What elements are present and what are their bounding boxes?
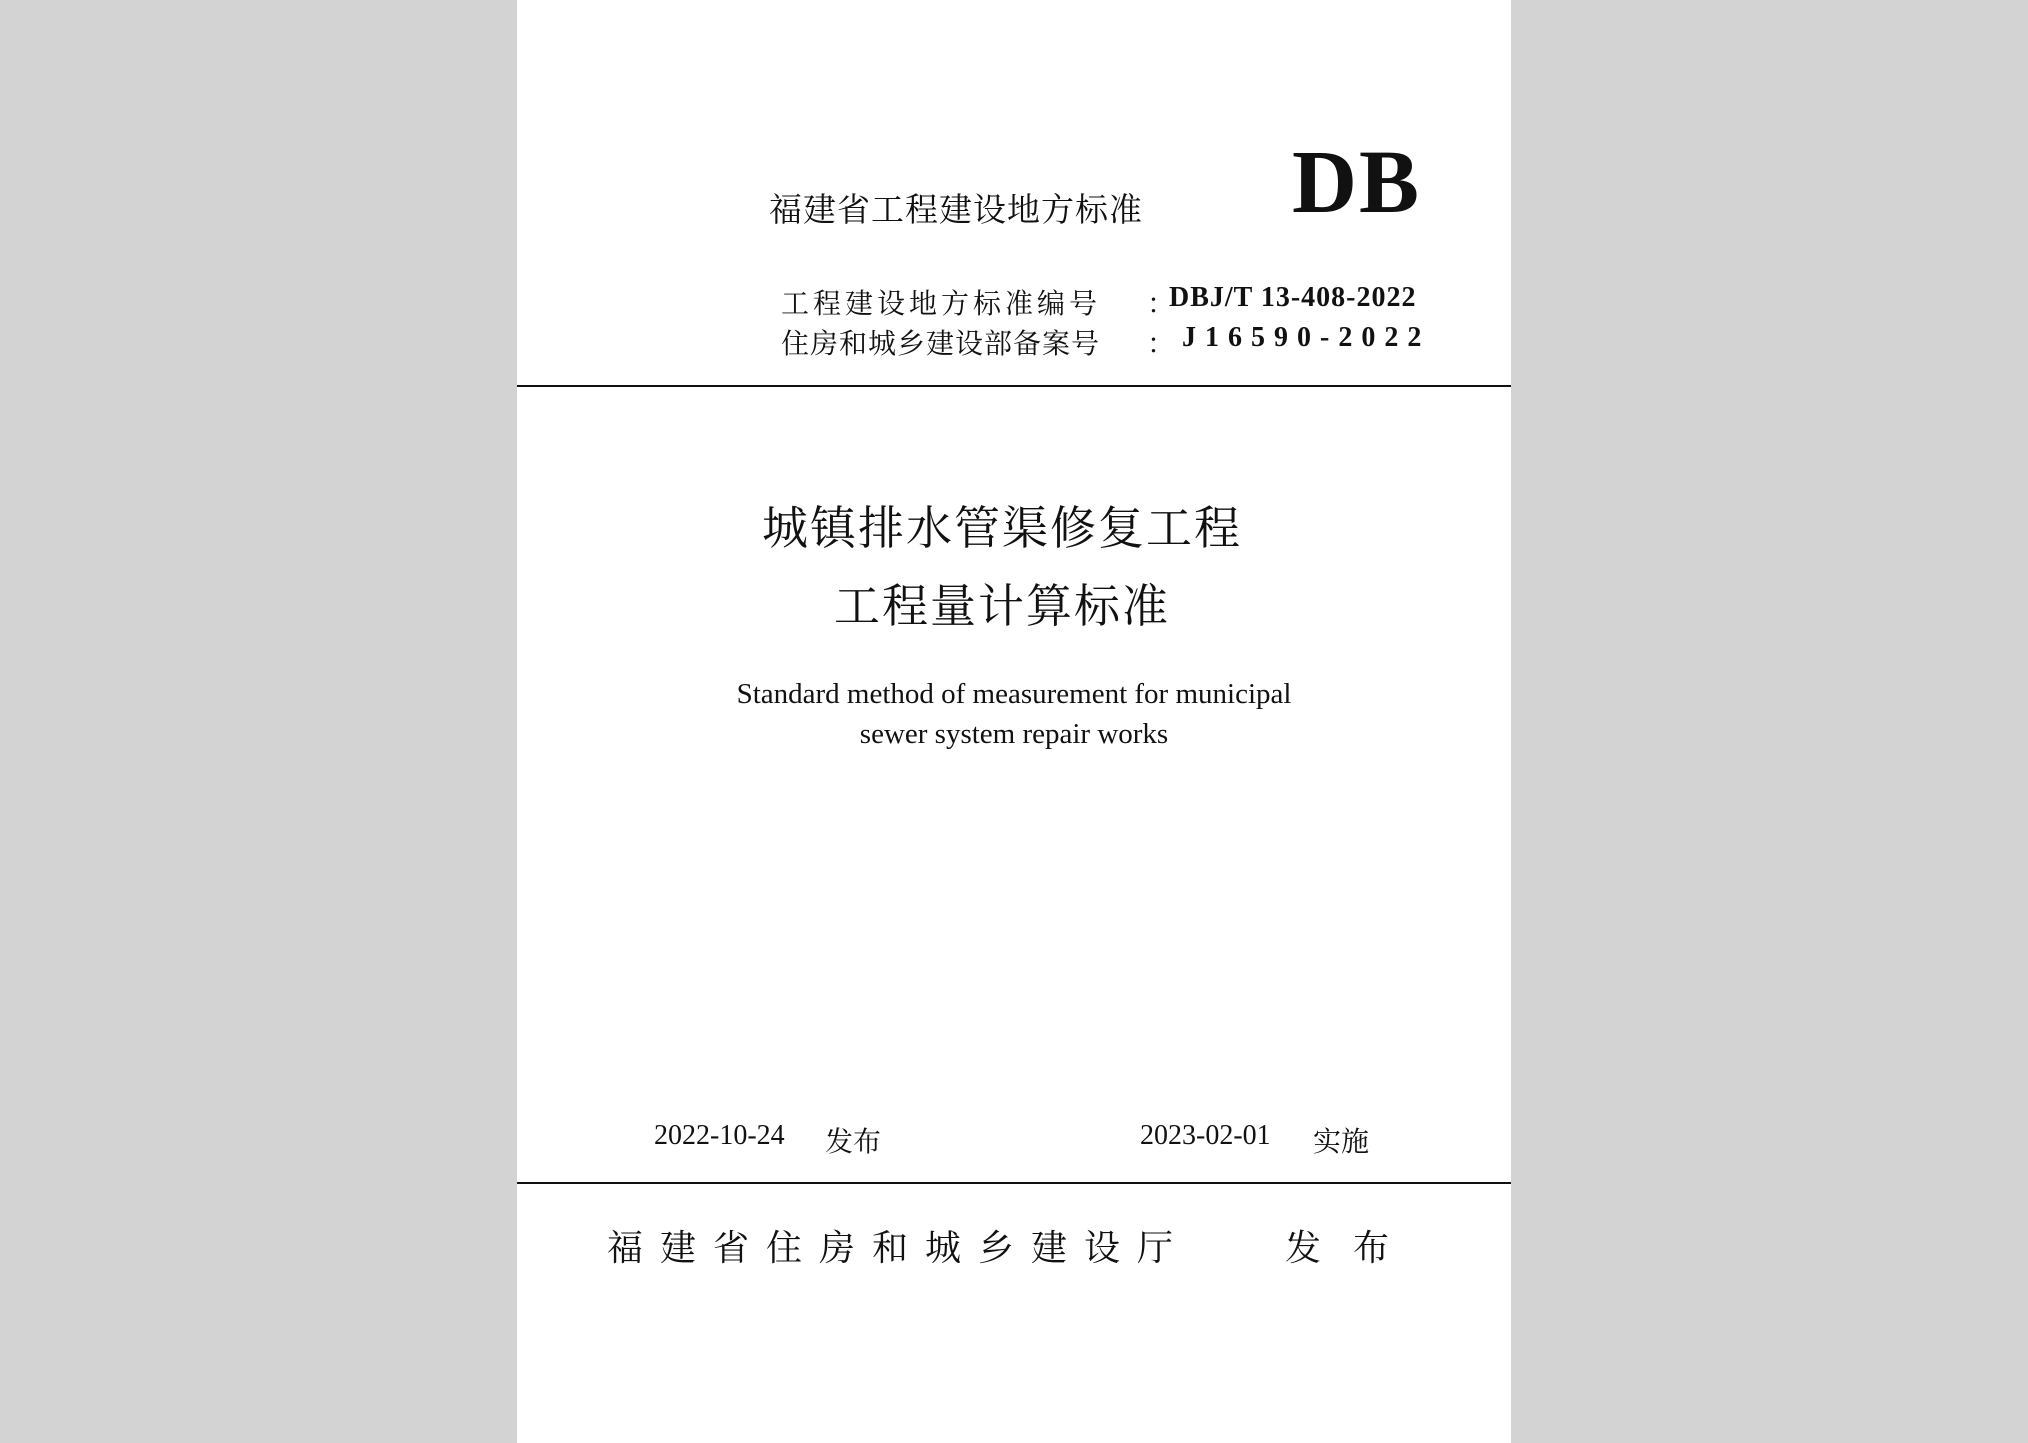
record-number-value: J16590-2022 <box>1182 322 1431 353</box>
effective-label: 实施 <box>1313 1125 1370 1158</box>
document-page <box>517 0 1511 1443</box>
issue-date: 2022-10-24 <box>654 1120 785 1151</box>
title-en-line2: sewer system repair works <box>859 718 1169 750</box>
record-number-label: 住房和城乡建设部备案号 <box>781 327 1101 360</box>
standard-number-value: DBJ/T 13-408-2022 <box>1169 282 1417 313</box>
standard-category-title: 福建省工程建设地方标准 <box>769 190 1143 229</box>
record-number-colon: ： <box>1147 327 1176 360</box>
title-cn-line2: 工程量计算标准 <box>834 579 1170 633</box>
top-divider <box>517 385 1511 387</box>
title-cn-line1: 城镇排水管渠修复工程 <box>762 501 1242 555</box>
standard-number-colon: ： <box>1147 287 1176 320</box>
bottom-divider <box>517 1182 1511 1184</box>
db-mark: DB <box>1292 133 1422 232</box>
issuing-authority: 福建省住房和城乡建设厅 <box>607 1228 1191 1269</box>
publish-label: 发布 <box>1285 1228 1422 1269</box>
standard-number-label: 工程建设地方标准编号 <box>781 287 1102 320</box>
title-en-line1: Standard method of measurement for municipal <box>736 678 1292 710</box>
issue-label: 发布 <box>825 1125 882 1158</box>
effective-date: 2023-02-01 <box>1140 1120 1271 1151</box>
